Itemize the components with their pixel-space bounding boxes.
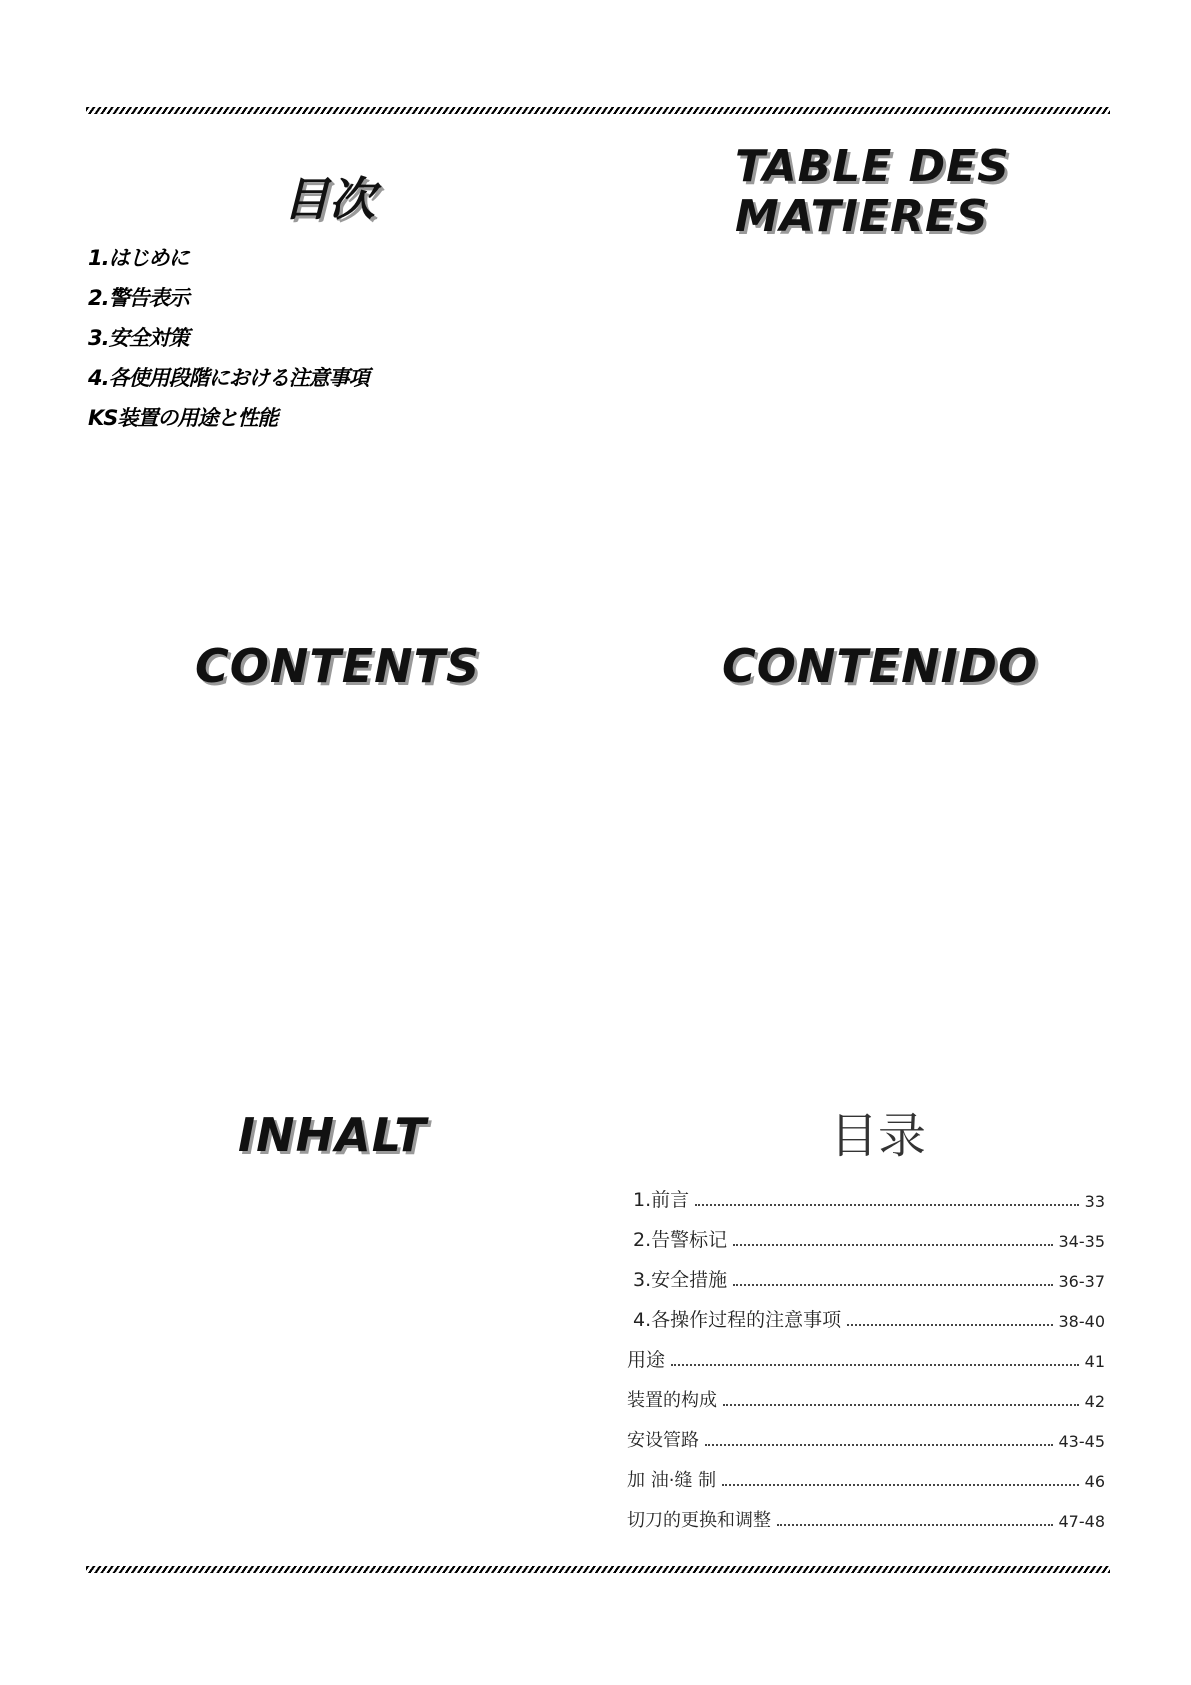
toc-zh-item[interactable] [627,1212,1105,1252]
toc-ja-item[interactable]: 3.安全対策 [88,326,189,350]
dot-leader [722,1483,1078,1486]
heading-german: INHALT [238,1108,427,1162]
toc-ja-item[interactable]: KS装置の用途と性能 [88,406,278,430]
toc-ja-item[interactable]: 2.警告表示 [88,286,189,310]
toc-japanese [88,244,369,444]
toc-zh-page: 43-45 [1058,1432,1105,1451]
toc-zh-label: 2.告警标记 [633,1229,728,1251]
toc-zh-label: 装置的构成 [627,1390,717,1411]
bottom-hatched-rule [86,1566,1110,1573]
toc-zh-page: 46 [1084,1472,1105,1491]
heading-spanish: CONTENIDO [722,639,1039,693]
toc-zh-page: 42 [1084,1392,1105,1411]
toc-zh-page: 41 [1084,1352,1105,1371]
toc-zh-page: 36-37 [1058,1272,1105,1291]
toc-zh-label: 用途 [627,1349,666,1371]
toc-zh-item[interactable] [627,1252,1105,1292]
dot-leader [733,1283,1052,1286]
toc-zh-item[interactable] [627,1412,1105,1452]
dot-leader [695,1203,1079,1206]
toc-ja-item[interactable]: 1.はじめに [88,246,189,270]
top-hatched-rule [86,107,1110,114]
dot-leader [723,1403,1079,1406]
heading-english: CONTENTS [195,639,481,693]
toc-zh-label: 4.各操作过程的注意事项 [633,1309,842,1331]
heading-french [735,142,1010,242]
toc-zh-label: 安设管路 [627,1430,699,1451]
toc-zh-label: 切刀的更换和调整 [627,1510,771,1531]
toc-zh-item[interactable] [627,1292,1105,1332]
dot-leader [777,1523,1053,1526]
toc-zh-label: 加 油·缝 制 [627,1470,717,1491]
toc-zh-label: 1.前言 [633,1189,690,1211]
toc-zh-label: 3.安全措施 [633,1269,728,1291]
toc-zh-page: 38-40 [1058,1312,1105,1331]
dot-leader [705,1443,1053,1446]
toc-zh-page: 34-35 [1058,1232,1105,1251]
toc-zh-page: 47-48 [1058,1512,1105,1531]
toc-zh-page: 33 [1084,1192,1105,1211]
toc-zh-item[interactable] [627,1332,1105,1372]
heading-french-line1: TABLE DES [735,141,1010,192]
toc-zh-item[interactable] [627,1172,1105,1212]
dot-leader [671,1363,1079,1366]
toc-zh-item[interactable] [627,1372,1105,1412]
toc-zh-item[interactable] [627,1492,1105,1532]
heading-japanese: 目次 [283,172,375,226]
heading-french-line2: MATIERES [735,191,989,242]
toc-zh-item[interactable] [627,1452,1105,1492]
toc-ja-item[interactable]: 4.各使用段階における注意事項 [88,366,369,390]
dot-leader [847,1323,1052,1326]
dot-leader [733,1243,1052,1246]
toc-chinese [627,1172,1105,1532]
heading-chinese: 目录 [830,1108,927,1164]
